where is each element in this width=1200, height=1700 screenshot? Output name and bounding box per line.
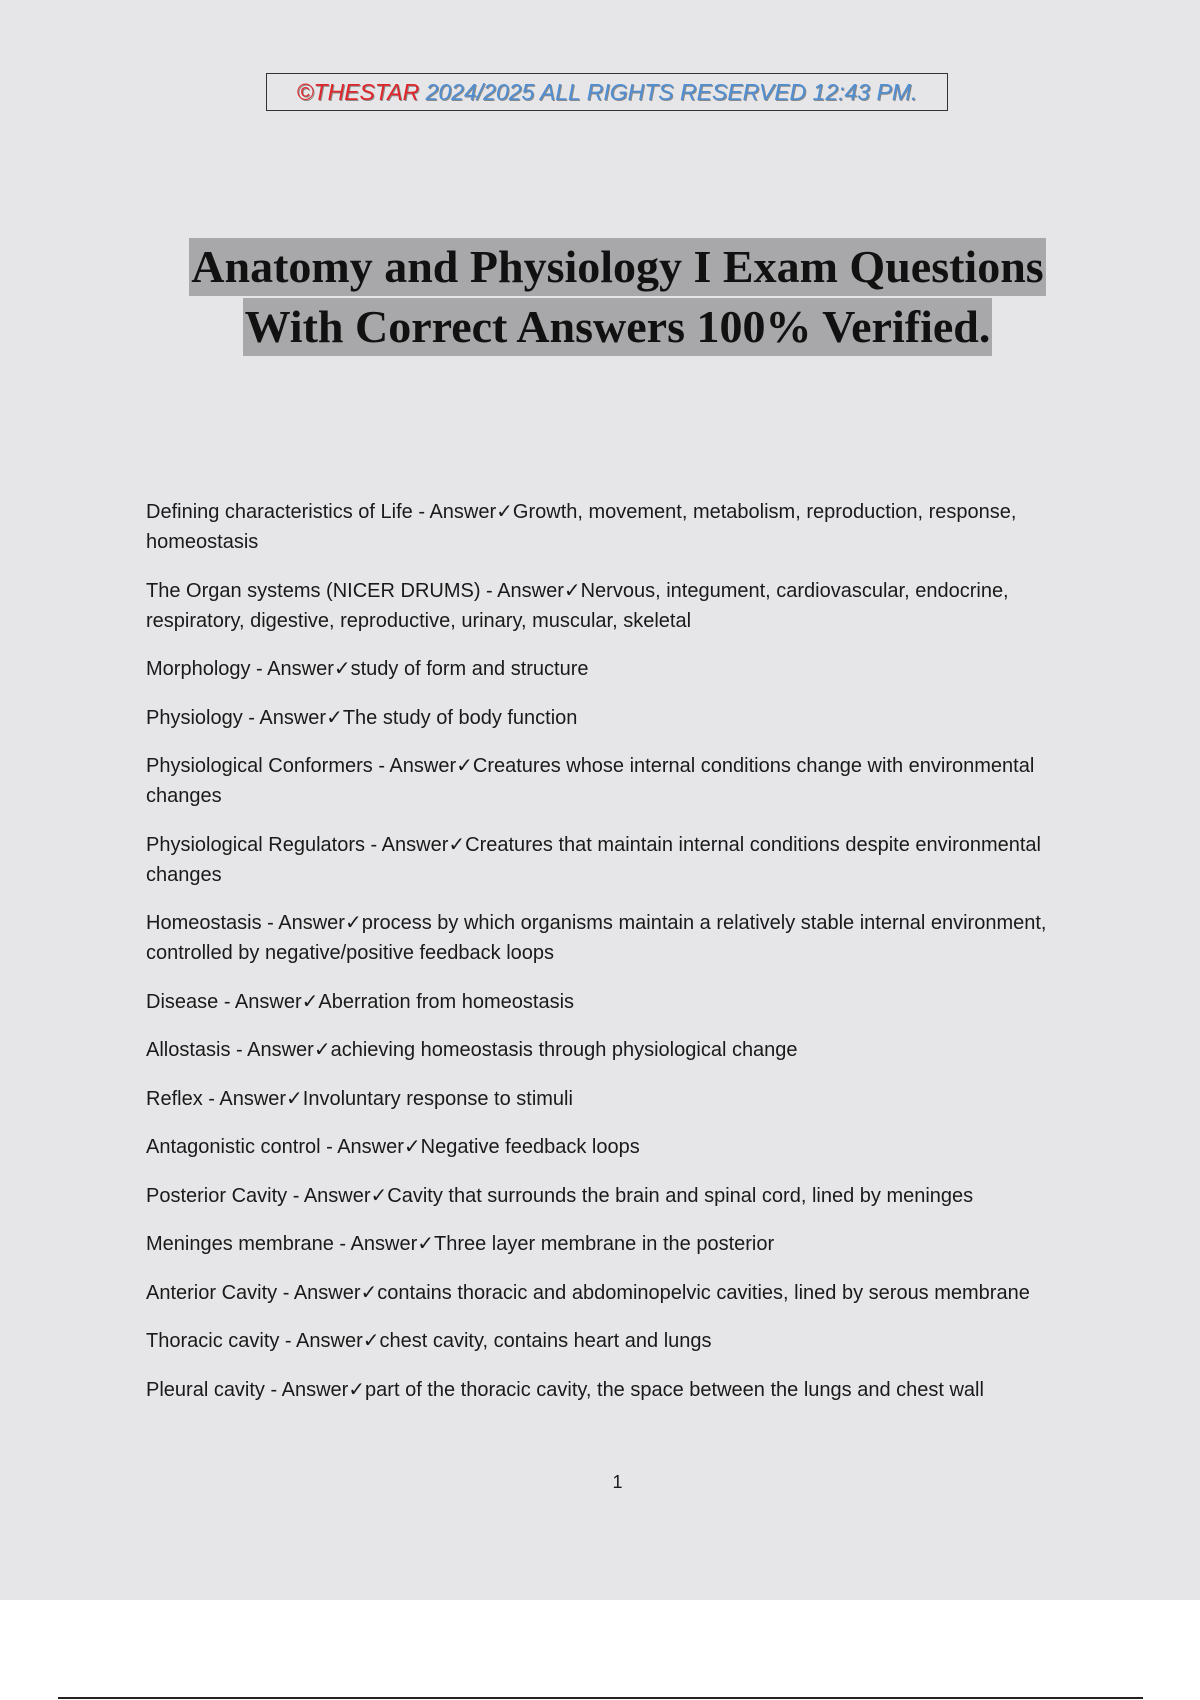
qa-item: Physiology - Answer✓The study of body function bbox=[146, 706, 578, 729]
qa-item: The Organ systems (NICER DRUMS) - Answer✓Nervous, integument, cardiovascular, endocrine, respiratory, digestive, reproductive, urinary, muscular, skeletal bbox=[146, 579, 1009, 632]
qa-list bbox=[146, 497, 1096, 1423]
qa-item: Physiological Conformers - Answer✓Creatures whose internal conditions change with environmental changes bbox=[146, 755, 1035, 807]
next-page-top-rule bbox=[58, 1697, 1143, 1699]
qa-item: Defining characteristics of Life - Answer✓Growth, movement, metabolism, reproduction, response, homeostasis bbox=[146, 501, 1017, 553]
qa-item: Pleural cavity - Answer✓part of the thoracic cavity, the space between the lungs and chest wall bbox=[146, 1378, 984, 1401]
qa-item: Antagonistic control - Answer✓Negative feedback loops bbox=[146, 1136, 640, 1158]
page-number: 1 bbox=[612, 1472, 623, 1492]
header-brand: ©THESTAR bbox=[296, 79, 420, 105]
copyright-header bbox=[266, 73, 948, 111]
qa-item: Allostasis - Answer✓achieving homeostasis through physiological change bbox=[146, 1039, 798, 1061]
title-line-1: Anatomy and Physiology I Exam Questions bbox=[189, 238, 1045, 296]
qa-item: Physiological Regulators - Answer✓Creatures that maintain internal conditions despite environmental changes bbox=[146, 833, 1041, 886]
qa-item: Disease - Answer✓Aberration from homeostasis bbox=[146, 990, 575, 1013]
qa-item: Reflex - Answer✓Involuntary response to stimuli bbox=[146, 1087, 573, 1110]
qa-item: Anterior Cavity - Answer✓contains thoracic and abdominopelvic cavities, lined by serous membrane bbox=[146, 1281, 1030, 1304]
page-title bbox=[0, 238, 1200, 356]
header-rights-text: 2024/2025 ALL RIGHTS RESERVED 12:43 PM. bbox=[419, 79, 918, 105]
qa-item: Meninges membrane - Answer✓Three layer membrane in the posterior bbox=[146, 1233, 775, 1255]
qa-item: Homeostasis - Answer✓process by which organisms maintain a relatively stable internal environment, controlled by negative/positive feedback loops bbox=[146, 912, 1047, 964]
qa-item: Posterior Cavity - Answer✓Cavity that surrounds the brain and spinal cord, lined by meninges bbox=[146, 1184, 974, 1207]
title-line-2: With Correct Answers 100% Verified. bbox=[243, 298, 993, 356]
qa-item: Thoracic cavity - Answer✓chest cavity, contains heart and lungs bbox=[146, 1330, 712, 1352]
qa-item: Morphology - Answer✓study of form and structure bbox=[146, 658, 589, 680]
